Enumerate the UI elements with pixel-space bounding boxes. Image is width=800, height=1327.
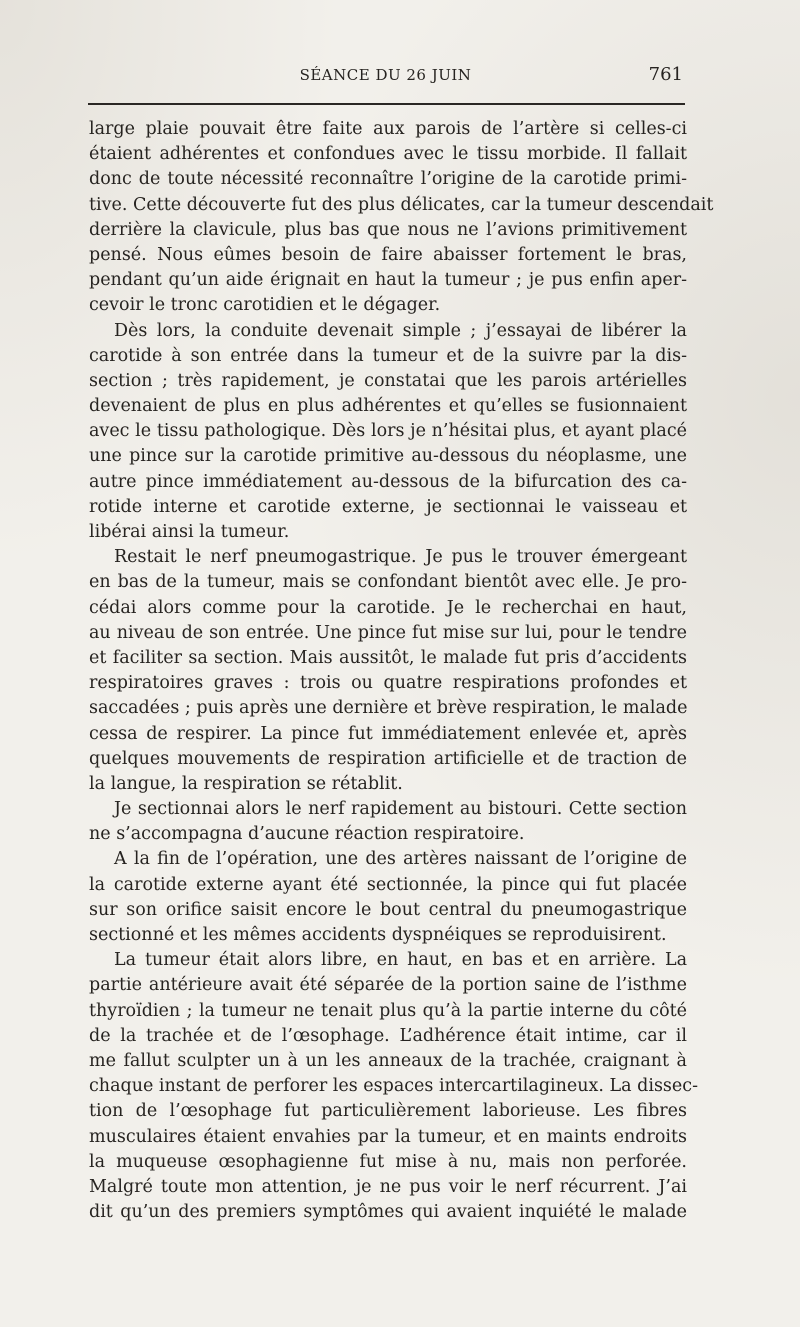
text-line: la carotide externe ayant été sectionnée, la pince qui fut placée [89, 874, 687, 895]
text-line: Malgré toute mon attention, je ne pus voir le nerf récurrent. J’ai [89, 1176, 687, 1197]
text-line: une pince sur la carotide primitive au-dessous du néoplasme, une [89, 446, 687, 467]
text-line: devenaient de plus en plus adhérentes et qu’elles se fusionnaient [89, 396, 687, 417]
text-line: pendant qu’un aide érignait en haut la tumeur ; je pus enfin aper- [89, 270, 687, 291]
body-text [89, 117, 714, 1225]
text-line: tion de l’œsophage fut particulièrement laborieuse. Les fibres [89, 1101, 687, 1122]
text-line: me fallut sculpter un à un les anneaux de la trachée, craignant à [89, 1050, 687, 1071]
text-line: ne s’accompagna d’aucune réaction respiratoire. [89, 824, 525, 845]
text-line: la muqueuse œsophagienne fut mise à nu, mais non perforée. [89, 1151, 687, 1172]
text-line: sectionné et les mêmes accidents dyspnéiques se reproduisirent. [89, 925, 667, 945]
text-line: respiratoires graves : trois ou quatre respirations profondes et [89, 673, 687, 694]
text-line: cevoir le tronc carotidien et le dégager. [89, 295, 441, 316]
text-line: Je sectionnai alors le nerf rapidement au bistouri. Cette section [114, 799, 687, 820]
text-line: donc de toute nécessité reconnaître l’origine de la carotide primi- [89, 169, 687, 190]
text-line: la langue, la respiration se rétablit. [89, 773, 403, 794]
text-line: libérai ainsi la tumeur. [89, 522, 290, 542]
text-line: La tumeur était alors libre, en haut, en bas et en arrière. La [114, 950, 687, 971]
header-rule [88, 103, 685, 105]
text-line: au niveau de son entrée. Une pince fut mise sur lui, pour le tendre [89, 622, 687, 643]
text-line: section ; très rapidement, je constatai que les parois artérielles [89, 370, 687, 391]
text-line: pensé. Nous eûmes besoin de faire abaisser fortement le bras, [89, 244, 687, 265]
text-line: cessa de respirer. La pince fut immédiatement enlevée et, après [89, 723, 687, 744]
text-line: partie antérieure avait été séparée de la portion saine de l’isthme [89, 975, 687, 996]
text-line: carotide à son entrée dans la tumeur et de la suivre par la dis- [89, 345, 687, 366]
text-line: musculaires étaient envahies par la tumeur, et en maints endroits [89, 1126, 687, 1147]
text-line: rotide interne et carotide externe, je sectionnai le vaisseau et [89, 496, 687, 517]
text-line: dit qu’un des premiers symptômes qui avaient inquiété le malade [89, 1202, 687, 1223]
text-line: de la trachée et de l’œsophage. L’adhérence était intime, car il [89, 1025, 687, 1046]
text-line: tive. Cette découverte fut des plus délicates, car la tumeur descendait [89, 194, 714, 215]
text-line: A la fin de l’opération, une des artères naissant de l’origine de [114, 849, 687, 870]
text-line: chaque instant de perforer les espaces intercartilagineux. La dissec- [89, 1076, 698, 1097]
text-line: en bas de la tumeur, mais se confondant bientôt avec elle. Je pro- [89, 572, 687, 593]
text-line: sur son orifice saisit encore le bout central du pneumogastrique [89, 899, 687, 920]
text-line: Restait le nerf pneumogastrique. Je pus le trouver émergeant [114, 547, 687, 568]
text-line: Dès lors, la conduite devenait simple ; j’essayai de libérer la [114, 320, 687, 341]
text-line: large plaie pouvait être faite aux parois de l’artère si celles-ci [89, 119, 687, 139]
text-line: saccadées ; puis après une dernière et brève respiration, le malade [89, 698, 688, 719]
text-line: thyroïdien ; la tumeur ne tenait plus qu’à la partie interne du côté [89, 1000, 687, 1021]
text-line: et faciliter sa section. Mais aussitôt, le malade fut pris d’accidents [89, 647, 687, 668]
text-line: étaient adhérentes et confondues avec le tissu morbide. Il fallait [89, 144, 687, 165]
page-header [88, 66, 683, 88]
text-line: cédai alors comme pour la carotide. Je le recherchai en haut, [89, 597, 687, 618]
running-title: SÉANCE DU 26 JUIN [299, 66, 472, 84]
text-line: autre pince immédiatement au-dessous de la bifurcation des ca- [89, 471, 687, 492]
text-line: avec le tissu pathologique. Dès lors je n’hésitai plus, et ayant placé [89, 421, 687, 442]
text-line: quelques mouvements de respiration artificielle et de traction de [89, 748, 687, 769]
text-line: derrière la clavicule, plus bas que nous ne l’avions primitivement [89, 219, 687, 240]
page-number: 761 [648, 64, 683, 85]
